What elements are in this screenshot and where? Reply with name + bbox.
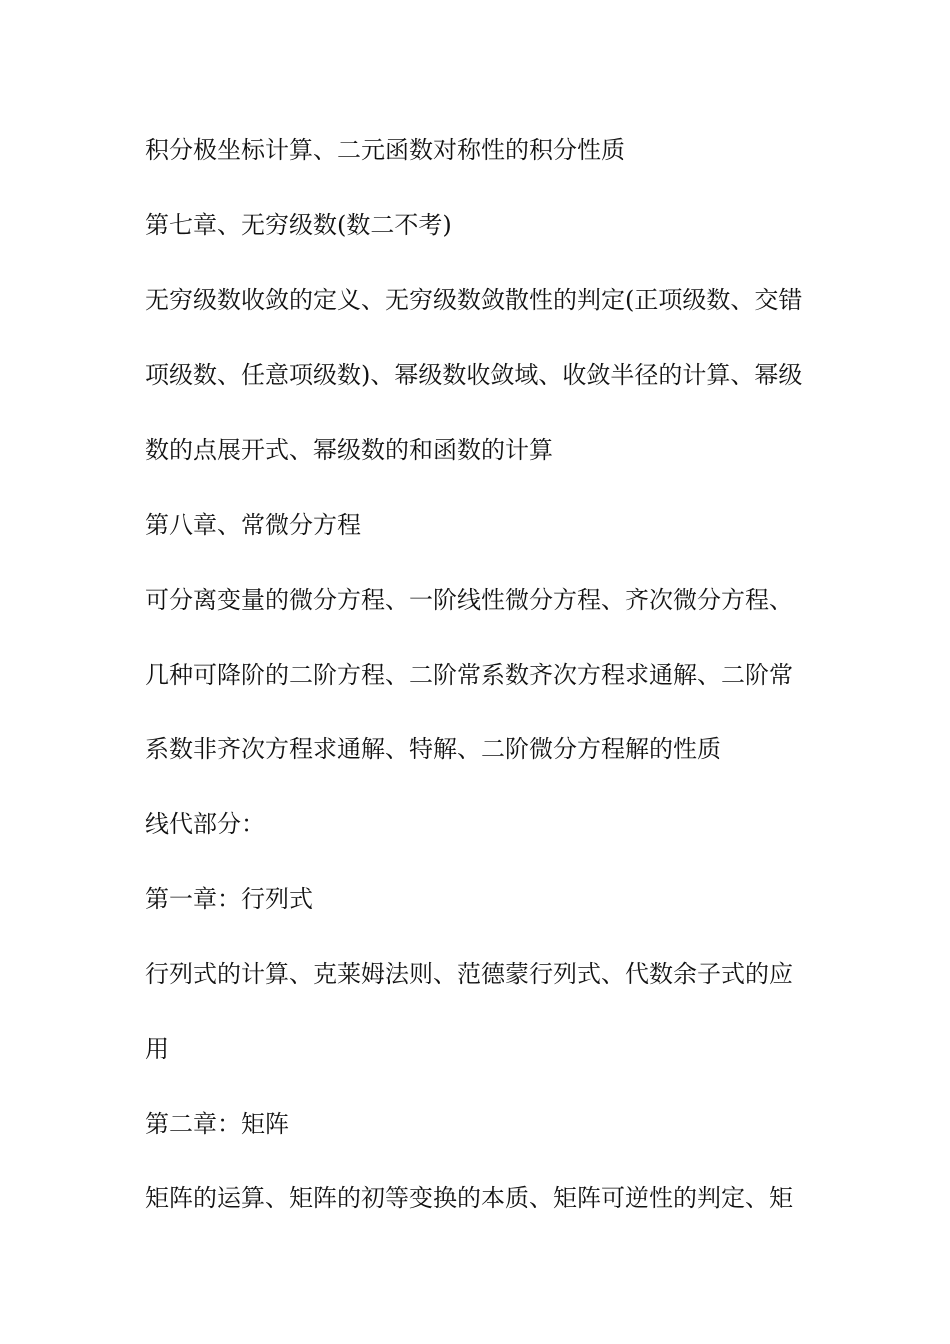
text-line-determinant-1: 行列式的计算、克莱姆法则、范德蒙行列式、代数余子式的应	[145, 960, 793, 988]
text-line-integral-polar: 积分极坐标计算、二元函数对称性的积分性质	[145, 136, 625, 164]
text-line-series-2: 项级数、任意项级数)、幂级数收敛域、收敛半径的计算、幂级	[145, 361, 803, 389]
section-heading-linear-algebra: 线代部分：	[145, 810, 265, 838]
chapter-heading-determinant: 第一章：行列式	[145, 885, 313, 913]
text-line-ode-3: 系数非齐次方程求通解、特解、二阶微分方程解的性质	[145, 735, 721, 763]
chapter-heading-infinite-series: 第七章、无穷级数(数二不考)	[145, 211, 452, 239]
text-line-series-1: 无穷级数收敛的定义、无穷级数敛散性的判定(正项级数、交错	[145, 286, 803, 314]
chapter-heading-matrix: 第二章：矩阵	[145, 1110, 289, 1138]
text-line-determinant-2: 用	[145, 1035, 169, 1063]
text-line-series-3: 数的点展开式、幂级数的和函数的计算	[145, 436, 553, 464]
text-line-ode-2: 几种可降阶的二阶方程、二阶常系数齐次方程求通解、二阶常	[145, 661, 793, 689]
text-line-ode-1: 可分离变量的微分方程、一阶线性微分方程、齐次微分方程、	[145, 586, 793, 614]
chapter-heading-ode: 第八章、常微分方程	[145, 511, 361, 539]
text-line-matrix-1: 矩阵的运算、矩阵的初等变换的本质、矩阵可逆性的判定、矩	[145, 1184, 793, 1212]
